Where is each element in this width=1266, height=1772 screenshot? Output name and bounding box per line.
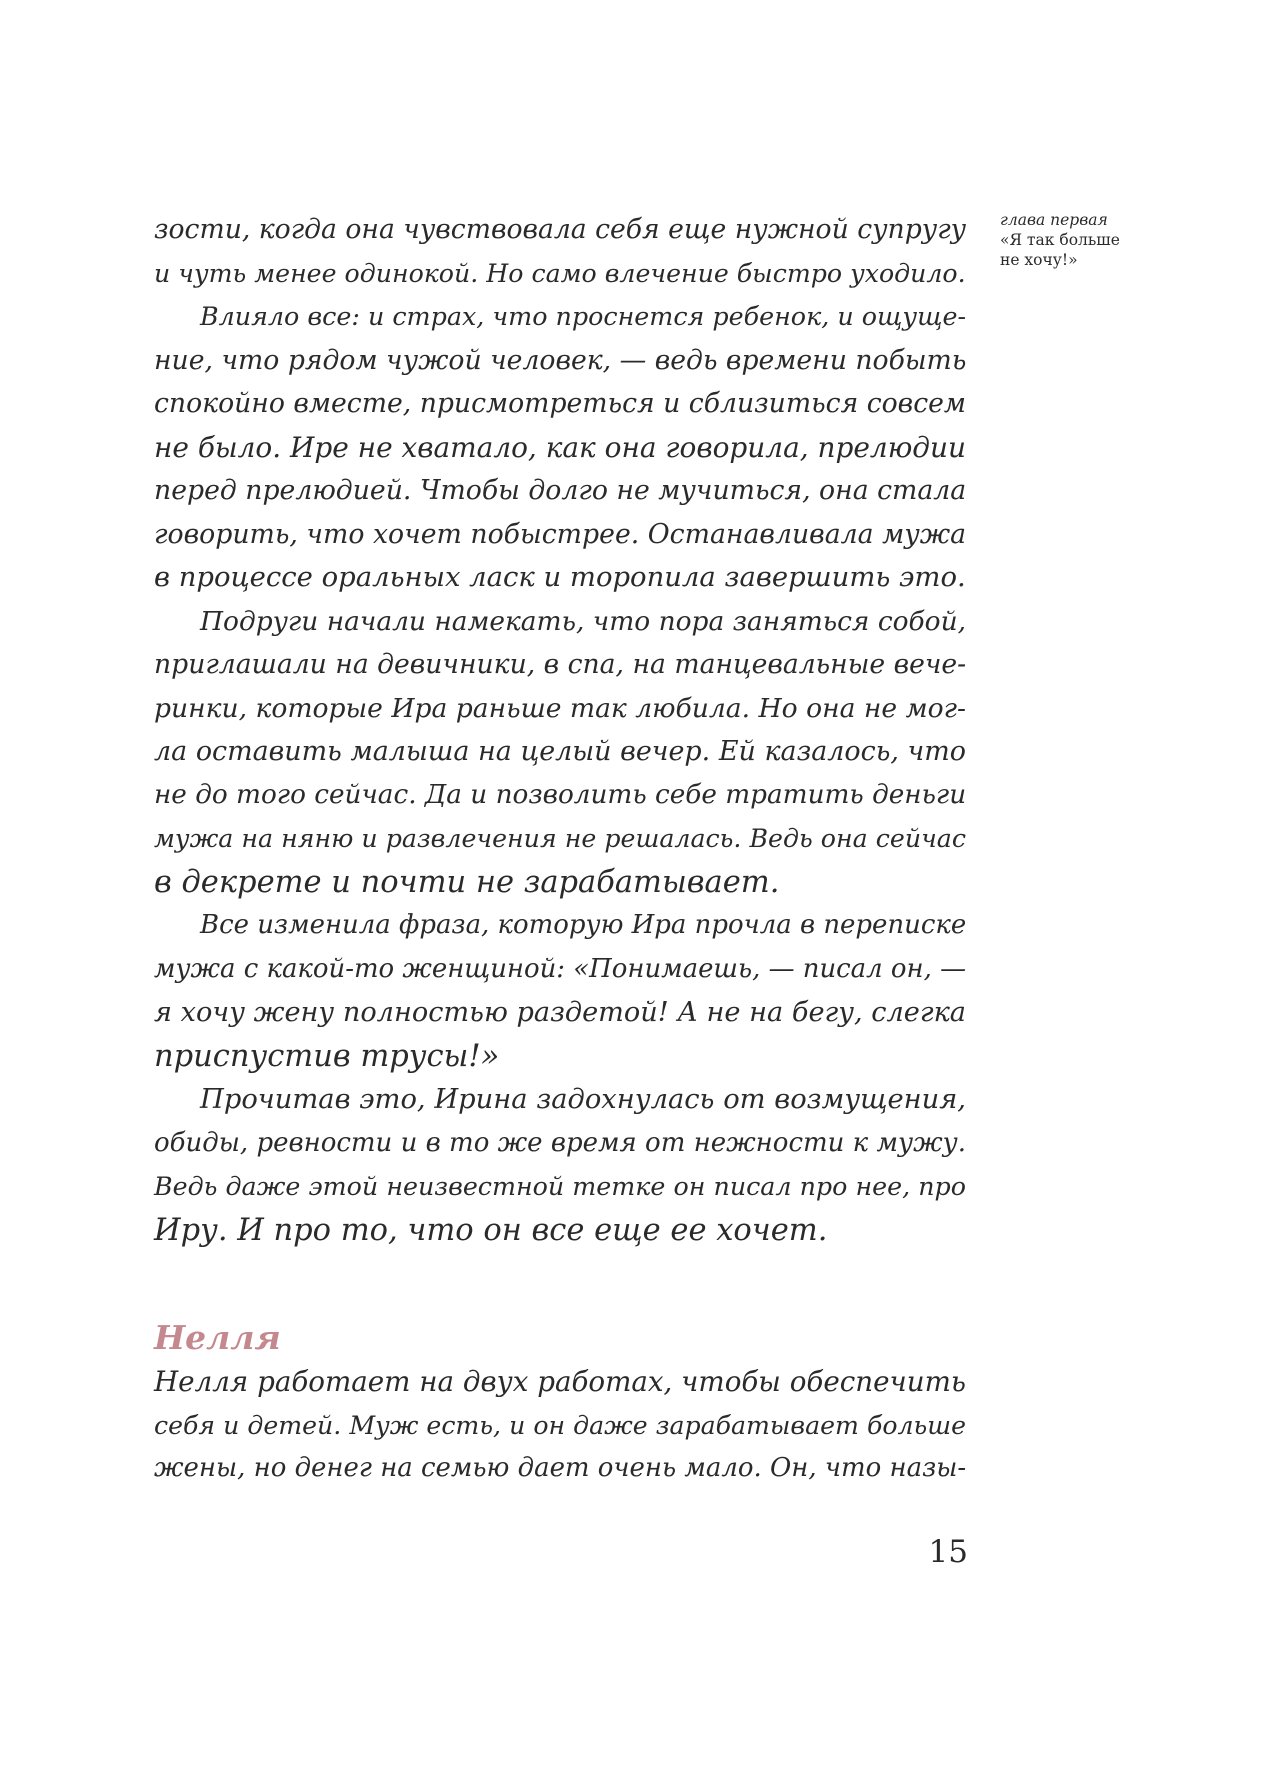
text-line: обиды, ревности и в то же время от нежности к мужу. <box>154 1127 966 1158</box>
text-line: жены, но денег на семью дает очень мало. Он, что назы- <box>154 1453 967 1483</box>
paragraph <box>154 904 966 1078</box>
text-line: в процессе оральных ласк и торопила завершить это. <box>154 562 966 593</box>
text-line: Влияло все: и страх, что проснется ребенок, и ощуще- <box>200 301 967 331</box>
text-line: Подруги начали намекать, что пора заняться собой, <box>200 605 966 637</box>
text-line: Все изменила фраза, которую Ира прочла в переписке <box>200 910 967 940</box>
paragraph <box>154 208 966 295</box>
text-line: Ведь даже этой неизвестной тетке он писал про нее, про <box>154 1171 966 1201</box>
page-number: 15 <box>928 1534 968 1570</box>
section-text <box>154 1360 966 1491</box>
text-line: я хочу жену полностью раздетой! А не на бегу, слегка <box>154 997 966 1028</box>
section-heading: Нелля <box>154 1318 281 1357</box>
text-line: ние, что рядом чужой человек, — ведь времени побыть <box>154 344 967 376</box>
text-line: и чуть менее одинокой. Но само влечение быстро уходило. <box>154 258 966 288</box>
text-line: перед прелюдией. Чтобы долго не мучиться, она стала <box>154 475 967 506</box>
text-line: в декрете и почти не зарабатывает. <box>154 864 780 900</box>
text-line: говорить, что хочет побыстрее. Останавливала мужа <box>154 518 967 550</box>
text-line: Нелля работает на двух работах, чтобы обеспечить <box>154 1365 966 1398</box>
text-line: зости, когда она чувствовала себя еще нужной супругу <box>154 214 967 245</box>
paragraph <box>154 295 966 600</box>
text-line: приспустив трусы!» <box>154 1038 500 1074</box>
text-line: не до того сейчас. Да и позволить себе тратить деньги <box>154 779 967 810</box>
running-head <box>1000 210 1200 270</box>
paragraph <box>154 600 966 905</box>
running-head-title-line: не хочу!» <box>1000 251 1078 269</box>
running-head-title-line: «Я так больше <box>1000 231 1120 249</box>
paragraph <box>154 1360 966 1491</box>
text-line: ринки, которые Ира раньше так любила. Но она не мог- <box>154 692 966 724</box>
text-line: мужа на няню и развлечения не решалась. Ведь она сейчас <box>154 824 966 853</box>
running-head-chapter: глава первая <box>1000 211 1108 229</box>
main-text <box>154 208 966 1252</box>
text-line: не было. Ире не хватало, как она говорила, прелюдии <box>154 430 966 464</box>
text-line: себя и детей. Муж есть, и он даже зарабатывает больше <box>154 1410 966 1440</box>
paragraph <box>154 1078 966 1252</box>
text-line: Иру. И про то, что он все еще ее хочет. <box>154 1212 828 1248</box>
text-line: Прочитав это, Ирина задохнулась от возмущения, <box>200 1084 966 1115</box>
text-line: ла оставить малыша на целый вечер. Ей казалось, что <box>154 736 966 767</box>
text-line: приглашали на девичники, в спа, на танцевальные вече- <box>154 649 967 680</box>
text-line: мужа с какой-то женщиной: «Понимаешь, — писал он, — <box>154 953 966 984</box>
text-line: спокойно вместе, присмотреться и сблизиться совсем <box>154 388 966 419</box>
